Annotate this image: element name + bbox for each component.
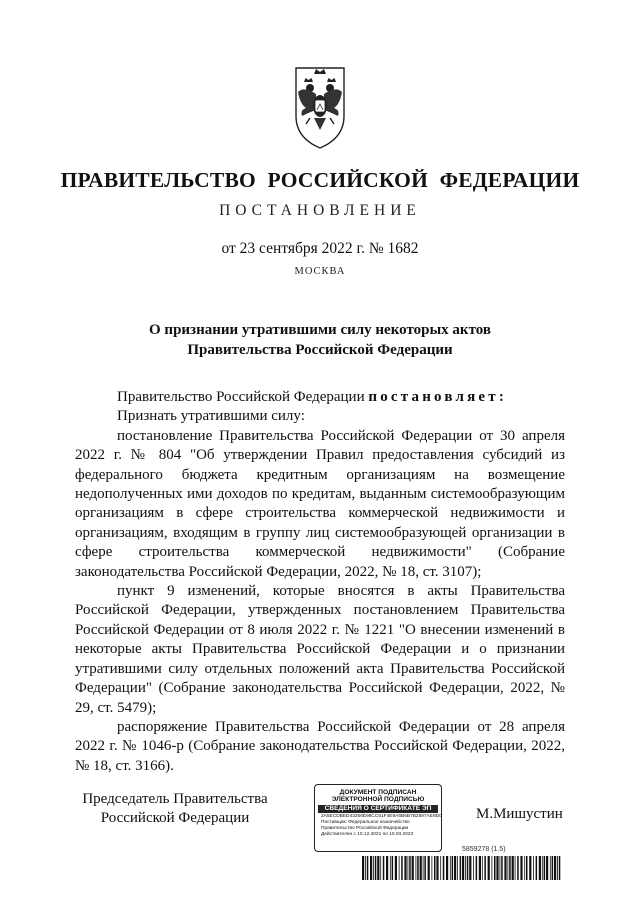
barcode-bar (375, 856, 377, 880)
barcode-bar (423, 856, 424, 880)
barcode-bar (460, 856, 462, 880)
barcode-bar (446, 856, 448, 880)
barcode-bar (424, 856, 426, 880)
barcode-bar (383, 856, 385, 880)
barcode-bar (482, 856, 483, 880)
barcode-bar (526, 856, 528, 880)
barcode-bar (501, 856, 503, 880)
barcode-bar (408, 856, 409, 880)
heading-line: О признании утратившими силу некоторых актов (149, 322, 491, 338)
barcode-bar (392, 856, 394, 880)
body-paragraph: постановление Правительства Российской Федерации от 30 апреля 2022 г. № 804 "Об утверждении Правил предоставления субсидий из федерального бюджета кредитным организациям на возмещение недополученных ими доходов по кредитам, выданным системообразующим организациям в сфере строительства коммерческой недвижимости и организациям, входящим в группу лиц системообразующей организации в сфере строительства коммерческой недвижимости" (Собрание законодательства Российской Федерации, 2022, № 18, ст. 3107); (75, 427, 565, 580)
barcode-bar (509, 856, 511, 880)
document-heading (0, 320, 640, 360)
barcode-bar (380, 856, 381, 880)
coat-of-arms-emblem (286, 60, 354, 150)
barcode-bar (404, 856, 406, 880)
barcode-bar (365, 856, 366, 880)
barcode-bar (362, 856, 364, 880)
barcode-bar (386, 856, 388, 880)
barcode-bar (515, 856, 516, 880)
stamp-line: ЭЛЕКТРОННОЙ ПОДПИСЬЮ (331, 796, 425, 804)
barcode-bar (416, 856, 417, 880)
electronic-signature-stamp (314, 784, 442, 852)
barcode-bar (557, 856, 558, 880)
barcode-bar (395, 856, 397, 880)
barcode-bar (550, 856, 551, 880)
barcode-bar (508, 856, 509, 880)
barcode-bar (496, 856, 498, 880)
stamp-validity: Действителен с 10.12.2021 по 10.03.2023 (321, 832, 414, 838)
barcode-bar (517, 856, 519, 880)
barcode-bar (420, 856, 422, 880)
barcode-bar (432, 856, 433, 880)
barcode-bar (500, 856, 501, 880)
barcode-bar (520, 856, 522, 880)
signer-position (75, 790, 275, 828)
barcode-number: 5859278 (1.5) (462, 846, 506, 853)
barcode-bar (488, 856, 490, 880)
barcode-bar (533, 856, 534, 880)
intro-text: Правительство Российской Федерации (117, 389, 369, 405)
stamp-title (315, 789, 441, 804)
barcode-bar (373, 856, 374, 880)
body-paragraph: распоряжение Правительства Российской Федерации от 28 апреля 2022 г. № 1046-р (Собрание законодательства Российской Федерации, 2022, № 18, ст. 3166). (75, 718, 565, 774)
document-type: ПОСТАНОВЛЕНИЕ (219, 202, 421, 219)
barcode-bar (473, 856, 474, 880)
barcode-bar (390, 856, 391, 880)
barcode-bar (436, 856, 438, 880)
barcode-bar (467, 856, 469, 880)
document-body (75, 388, 565, 776)
stamp-details (321, 813, 442, 838)
intro-paragraph (75, 388, 565, 407)
barcode-bar (465, 856, 466, 880)
barcode-bar (434, 856, 436, 880)
barcode-bar (479, 856, 481, 880)
barcode-bar (546, 856, 548, 880)
barcode-bar (462, 856, 464, 880)
stamp-issuer: Поставщик: Федеральное казначейство (321, 819, 410, 825)
intro-keyword: постановляет: (368, 389, 508, 405)
barcode-bar (367, 856, 369, 880)
barcode-bar (452, 856, 454, 880)
barcode-bar (450, 856, 451, 880)
barcode-bar (377, 856, 379, 880)
barcode-bar (454, 856, 456, 880)
barcode-bar (544, 856, 546, 880)
stamp-cert: 2A5ECDBED43256E98CC61F4E9A6B6B7B2597AE9D0 (321, 813, 442, 819)
heading-line: Правительства Российской Федерации (187, 342, 453, 358)
barcode-bar (428, 856, 430, 880)
barcode-bar (370, 856, 372, 880)
barcode-bar (524, 856, 525, 880)
signer-position-line: Российской Федерации (100, 810, 250, 826)
barcode-bar (552, 856, 554, 880)
body-paragraph: Признать утратившими силу: (117, 408, 305, 425)
barcode-bar (476, 856, 478, 880)
document-date-number: от 23 сентября 2022 г. № 1682 (221, 240, 419, 257)
barcode-bar (401, 856, 403, 880)
barcode-bar (484, 856, 486, 880)
barcode-bar (409, 856, 411, 880)
barcode-bar (440, 856, 441, 880)
barcode-bar (443, 856, 445, 880)
barcode-bar (494, 856, 496, 880)
barcode-bar (412, 856, 414, 880)
barcode-bar (542, 856, 543, 880)
barcode-bar (492, 856, 493, 880)
barcode-bar (536, 856, 538, 880)
barcode-bar (457, 856, 458, 880)
barcode-bar (417, 856, 419, 880)
barcode-bar (529, 856, 531, 880)
barcode-bar (559, 856, 561, 880)
government-title: ПРАВИТЕЛЬСТВО РОССИЙСКОЙ ФЕДЕРАЦИИ (60, 168, 580, 192)
signer-position-line: Председатель Правительства (82, 791, 268, 807)
barcode-bar (554, 856, 556, 880)
barcode-bar (469, 856, 471, 880)
barcode-bar (504, 856, 506, 880)
barcode-bar (512, 856, 514, 880)
stamp-owner: Правительство Российской Федерации (321, 826, 409, 831)
stamp-header: СВЕДЕНИЯ О СЕРТИФИКАТЕ ЭП (318, 805, 438, 813)
stamp-line: ДОКУМЕНТ ПОДПИСАН (339, 789, 417, 796)
document-city: МОСКВА (294, 266, 346, 277)
barcode (362, 856, 562, 880)
body-paragraph: пункт 9 изменений, которые вносятся в акты Правительства Российской Федерации, утвержденных постановлением Правительства Российской Федерации от 8 июля 2022 г. № 1221 "О внесении изменений в некоторые акты Правительства Российской Федерации и о признании утратившими силу отдельных положений акта Правительства Российской Федерации" (Собрание законодательства Российской Федерации, 2022, № 29, ст. 5479); (75, 583, 565, 716)
barcode-bar (399, 856, 400, 880)
signer-name: М.Мишустин (476, 806, 563, 822)
barcode-bar (539, 856, 541, 880)
